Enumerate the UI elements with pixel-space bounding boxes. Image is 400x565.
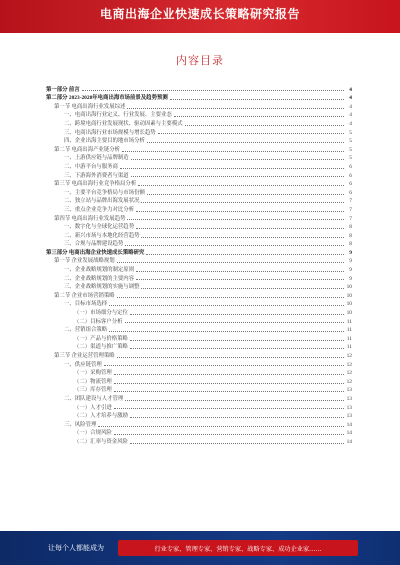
table-of-contents [46,84,352,445]
toc-entry[interactable] [46,144,352,153]
toc-entry[interactable] [46,93,352,102]
toc-entry-title: 第一部分 前言 [46,86,80,93]
toc-entry-page: 13 [346,395,352,402]
toc-leader-dots [117,262,344,263]
toc-entry-title: （二）目标客户分析 [74,318,123,325]
toc-leader-dots [109,331,344,332]
toc-entry-page: 5 [349,146,352,153]
toc-entry[interactable] [46,333,352,342]
toc-leader-dots [130,443,344,444]
toc-entry[interactable] [46,247,352,256]
toc-entry-title: 二、跨境电商行业发展现状、驱动因素与主要模式 [64,120,183,127]
toc-entry-page: 11 [346,344,352,351]
toc-entry-page: 8 [349,241,352,248]
toc-entry[interactable] [46,153,352,162]
toc-entry-page: 4 [349,86,352,93]
toc-entry-page: 8 [349,224,352,231]
toc-entry-title: （一）人才引进 [74,404,112,411]
toc-entry-title: （二）人才培养与激励 [74,413,128,420]
toc-entry-page: 10 [346,310,352,317]
toc-leader-dots [117,357,344,358]
toc-leader-dots [114,383,344,384]
toc-leader-dots [136,279,344,280]
toc-entry[interactable] [46,419,352,428]
toc-entry[interactable] [46,230,352,239]
toc-entry-page: 7 [349,206,352,213]
toc-entry-title: （二）渠道与推广策略 [74,344,128,351]
toc-entry[interactable] [46,136,352,145]
toc-entry[interactable] [46,316,352,325]
toc-entry[interactable] [46,187,352,196]
toc-entry[interactable] [46,299,352,308]
toc-leader-dots [130,340,344,341]
toc-leader-dots [185,125,344,126]
toc-entry-title: 一、供应链管理 [64,361,102,368]
toc-entry[interactable] [46,196,352,205]
toc-entry-title: 第二部分 2023-2028年电商出海市场前景及趋势预测 [46,95,168,102]
toc-entry-page: 10 [346,301,352,308]
toc-entry[interactable] [46,385,352,394]
toc-entry-title: （三）库存管理 [74,387,112,394]
toc-entry[interactable] [46,118,352,127]
toc-leader-dots [114,434,344,435]
toc-leader-dots [141,288,344,289]
toc-entry-page: 6 [349,181,352,188]
toc-entry-page: 14 [346,430,352,437]
toc-entry-page: 10 [346,284,352,291]
toc-entry-page: 9 [349,275,352,282]
toc-entry-page: 5 [349,129,352,136]
toc-entry[interactable] [46,282,352,291]
toc-leader-dots [146,254,344,255]
toc-entry-title: 三、重点企业竞争力对比分析 [64,206,135,213]
toc-leader-dots [130,417,344,418]
toc-leader-dots [170,99,344,100]
toc-entry-title: 三、企业战略规划的实施与调整 [64,284,140,291]
toc-leader-dots [125,400,344,401]
toc-entry-title: 二、企业战略规划的主要内容 [64,275,135,282]
toc-leader-dots [127,219,344,220]
toc-leader-dots [122,151,344,152]
toc-leader-dots [136,211,344,212]
toc-entry[interactable] [46,179,352,188]
toc-entry-title: （一）市场细分与定位 [74,310,128,317]
toc-entry-title: 四、企业出海主要目的地市场分析 [64,138,145,145]
toc-leader-dots [114,374,344,375]
toc-leader-dots [114,408,344,409]
toc-leader-dots [130,314,344,315]
toc-entry-page: 14 [346,421,352,428]
toc-entry-title: 二、团队建设与人才管理 [64,395,124,402]
toc-leader-dots [136,271,344,272]
toc-entry[interactable] [46,325,352,334]
toc-leader-dots [104,365,344,366]
toc-leader-dots [98,426,344,427]
toc-entry-page: 6 [349,172,352,179]
toc-entry[interactable] [46,239,352,248]
toc-entry[interactable] [46,273,352,282]
toc-leader-dots [131,176,344,177]
toc-leader-dots [141,202,344,203]
toc-entry[interactable] [46,376,352,385]
toc-entry[interactable] [46,342,352,351]
toc-entry[interactable] [46,110,352,119]
toc-entry-page: 7 [349,198,352,205]
toc-entry[interactable] [46,368,352,377]
toc-leader-dots [141,237,344,238]
toc-entry-title: 一、目标市场选择 [64,301,108,308]
toc-entry[interactable] [46,161,352,170]
toc-entry-title: 一、数字化与全球化运营趋势 [64,224,135,231]
toc-leader-dots [147,142,344,143]
toc-leader-dots [138,185,344,186]
toc-entry-title: 三、风险管理 [64,421,97,428]
toc-entry-title: （二）汇率与资金风险 [74,438,128,445]
toc-entry-title: 第一节 电商出海行业发展综述 [54,103,126,110]
toc-entry-page: 11 [346,318,352,325]
report-header-banner [0,0,400,33]
toc-entry-title: （一）采购管理 [74,370,112,377]
toc-entry-page: 8 [349,232,352,239]
toc-entry-page: 4 [349,95,352,102]
toc-entry-title: 一、电商出海行业定义、行业发展、主要业态 [64,112,172,119]
toc-entry-page: 6 [349,163,352,170]
toc-entry-title: 第二节 企业市场营销策略 [54,292,115,299]
toc-entry[interactable] [46,428,352,437]
toc-entry-title: 三、电商出海行业市场规模与增长趋势 [64,129,156,136]
toc-leader-dots [125,322,344,323]
footer-banner [0,531,400,565]
footer-bar-text: 行业专家、管理专家、营销专家、战略专家、成功企业家…… [154,545,322,553]
report-title: 电商出海企业快速成长策略研究报告 [99,7,300,21]
toc-entry-title: （二）物流管理 [74,378,112,385]
footer-slogan: 让每个人都能成为 [48,544,104,552]
toc-leader-dots [109,305,344,306]
toc-entry-page: 12 [346,361,352,368]
toc-entry[interactable] [46,222,352,231]
toc-leader-dots [82,90,344,91]
toc-leader-dots [120,168,344,169]
toc-leader-dots [136,228,344,229]
toc-entry-title: 第四节 电商出海行业发展趋势 [54,215,126,222]
toc-entry-page: 11 [346,327,352,334]
toc-entry-title: （一）产品与价格策略 [74,335,128,342]
toc-entry[interactable] [46,264,352,273]
toc-entry-title: 一、企业战略规划的制定原则 [64,267,135,274]
toc-entry[interactable] [46,359,352,368]
toc-entry-title: 第三部分 电商出海企业快速成长策略研究 [46,249,145,256]
toc-entry-title: 二、新兴市场与本地化经营趋势 [64,232,140,239]
toc-entry-title: 第三节 企业运营管理策略 [54,353,115,359]
toc-leader-dots [158,133,344,134]
toc-entry-page: 4 [349,120,352,127]
toc-entry-title: 第三节 电商出海行业竞争格局分析 [54,181,137,188]
toc-entry-page: 6 [349,189,352,196]
toc-entry[interactable] [46,256,352,265]
toc-leader-dots [174,116,344,117]
toc-leader-dots [147,194,344,195]
toc-entry-title: （一）合规风险 [74,430,112,437]
toc-entry-page: 9 [349,249,352,256]
toc-entry-page: 12 [346,370,352,377]
toc-leader-dots [127,108,344,109]
toc-heading: 内容目录 [176,54,224,67]
toc-entry[interactable] [46,101,352,110]
toc-entry-page: 11 [346,335,352,342]
toc-entry-page: 13 [346,404,352,411]
toc-leader-dots [117,297,344,298]
toc-entry-page: 5 [349,155,352,162]
toc-entry[interactable] [46,350,352,359]
toc-leader-dots [131,159,344,160]
toc-entry[interactable] [46,307,352,316]
toc-entry-page: 13 [346,413,352,420]
toc-entry-page: 4 [349,112,352,119]
toc-entry-title: 二、中游平台与服务商 [64,163,118,170]
toc-entry-title: 一、主要平台竞争格局与市场份额 [64,189,145,196]
toc-entry-page: 14 [346,438,352,445]
toc-entry[interactable] [46,436,352,445]
footer-red-bar [118,540,358,556]
toc-entry[interactable] [46,84,352,93]
toc-entry-title: 第二节 电商出海产业链分析 [54,146,121,153]
toc-entry-title: 三、下游海外消费者与渠道 [64,172,129,179]
toc-entry-page: 5 [349,138,352,145]
toc-entry-page: 7 [349,215,352,222]
toc-entry[interactable] [46,402,352,411]
toc-entry[interactable] [46,393,352,402]
toc-entry-page: 9 [349,267,352,274]
toc-leader-dots [130,348,344,349]
toc-entry-title: 二、营销组合策略 [64,327,108,334]
toc-entry-title: 一、上游供应链与品牌制造 [64,155,129,162]
toc-entry[interactable] [46,290,352,299]
toc-leader-dots [125,245,344,246]
toc-entry-title: 三、合规与品牌建设趋势 [64,241,124,248]
toc-entry[interactable] [46,127,352,136]
toc-entry-page: 12 [346,378,352,385]
toc-entry-page: 12 [346,353,352,359]
toc-entry-page: 4 [349,103,352,110]
toc-leader-dots [114,391,344,392]
toc-entry-page: 10 [346,292,352,299]
toc-entry[interactable] [46,213,352,222]
toc-entry[interactable] [46,204,352,213]
toc-entry-page: 9 [349,258,352,265]
toc-entry-title: 二、独立站与品牌出海发展状况 [64,198,140,205]
toc-entry[interactable] [46,170,352,179]
toc-entry[interactable] [46,411,352,420]
toc-entry-page: 13 [346,387,352,394]
toc-entry-title: 第一节 企业发展战略规划 [54,258,115,265]
